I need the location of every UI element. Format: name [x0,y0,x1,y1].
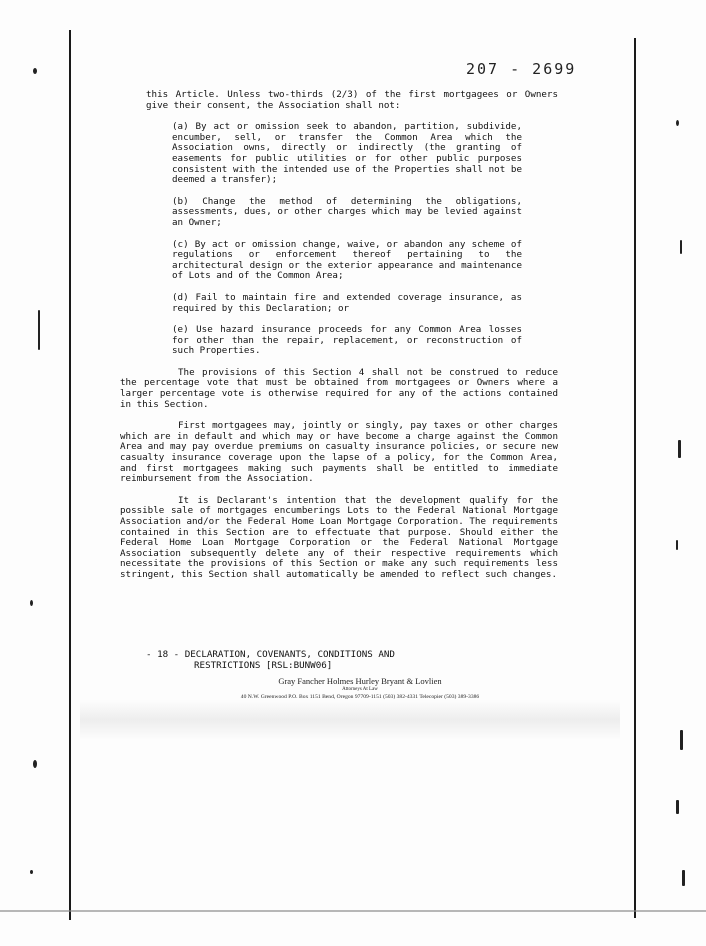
scan-shadow [80,700,620,740]
clause-b: (b) Change the method of determining the obligations, assessments, dues, or other charges which may be levied against an Owner; [172,195,522,228]
law-firm-letterhead [160,676,560,700]
page-footer [146,650,395,671]
firm-address: 40 N.W. Greenwood P.O. Box 1151 Bend, Oregon 97709-1151 (503) 382-4331 Telecopier (503) 389-3386 [240,694,480,700]
scan-bottom-edge [0,910,706,912]
paragraph-first-mortgagees: First mortgagees may, jointly or singly, pay taxes or other charges which are in default and which may or have become a charge against the Common Area and may pay overdue premiums on casualty insurance policies, or secure new casualty insurance coverage upon the lapse of a policy, for the Common Area, and first mortgagees making such payments shall be entitled to immediate reimbursement from the Association. [120,420,558,485]
footer-line-2: RESTRICTIONS [RSL:BUNW06] [194,659,333,671]
document-body [120,89,558,592]
firm-subtitle: Attorneys At Law [342,687,378,692]
intro-paragraph: this Article. Unless two-thirds (2/3) of the first mortgagees or Owners give their consent, the Association shall not: [146,89,558,111]
document-number: 207 - 2699 [466,60,577,78]
clause-c: (c) By act or omission change, waive, or abandon any scheme of regulations or enforcement thereof pertaining to the architectural design or the exterior appearance and maintenance of Lots and of the Common Area; [172,238,522,282]
firm-name: Gray Fancher Holmes Hurley Bryant & Lovlien [278,676,442,686]
clause-d: (d) Fail to maintain fire and extended coverage insurance, as required by this Declaration; or [172,291,522,314]
scan-left-edge [69,30,71,920]
scan-right-edge [634,38,636,918]
clause-e: (e) Use hazard insurance proceeds for any Common Area losses for other than the repair, replacement, or reconstruction of such Properties. [172,324,522,357]
clause-a: (a) By act or omission seek to abandon, partition, subdivide, encumber, sell, or transfer the Common Area which the Association owns, directly or indirectly (the granting of easements for public utilities or for other public purposes consistent with the intended use of the Properties shall not be deemed a transfer); [172,121,522,186]
paragraph-declarant-intention: It is Declarant's intention that the development qualify for the possible sale of mortgages encumberings Lots to the Federal National Mortgage Association and/or the Federal Home Loan Mortgage Corporation. The requirements contained in this Section are to effectuate that purpose. Should either the Federal Home Loan Mortgage Corporation or the Federal National Mortgage Association subsequently delete any of their respective requirements which necessitate the provisions of this Section or make any such requirements less stringent, this Section shall automatically be amended to reflect such changes. [120,494,558,580]
paragraph-provisions: The provisions of this Section 4 shall not be construed to reduce the percentage vote that must be obtained from mortgagees or Owners where a larger percentage vote is otherwise required for any of the actions contained in this Section. [120,366,558,410]
footer-line-1: - 18 - DECLARATION, COVENANTS, CONDITIONS AND [146,649,395,660]
